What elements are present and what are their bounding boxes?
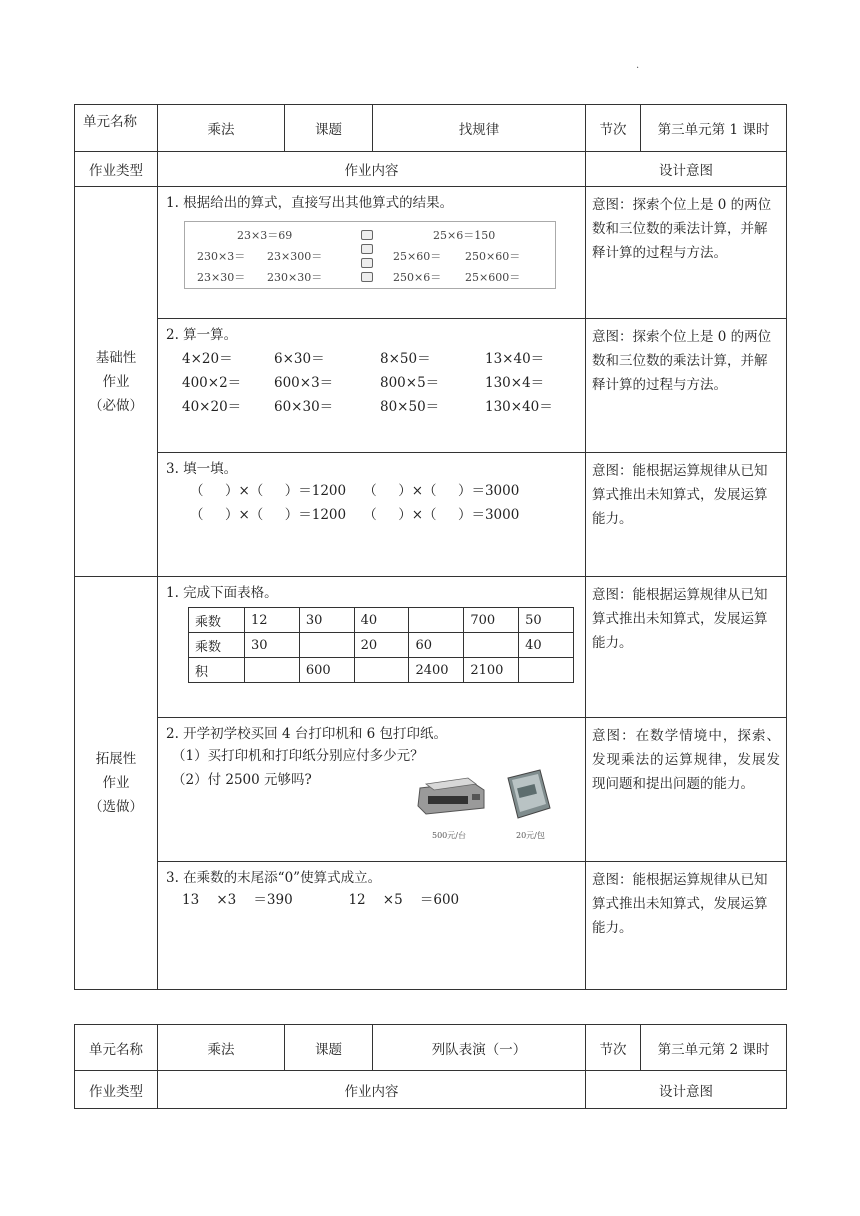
design-intent-header: 设计意图 [586, 152, 787, 187]
unit-label: 单元名称 [75, 1025, 158, 1071]
table-cell: 600 [299, 658, 354, 683]
homework-type-header: 作业类型 [75, 1071, 158, 1109]
basic-q2 [158, 319, 586, 453]
calc-item: 25×600＝ [465, 271, 521, 284]
extended-q2 [158, 718, 586, 862]
binder-ring-icon [361, 258, 373, 268]
extended-category-line1: 拓展性 [95, 751, 137, 767]
lesson1-table [74, 104, 787, 990]
section-label: 节次 [586, 105, 641, 152]
table-cell: 乘数 [189, 633, 245, 658]
extended-q1 [158, 577, 586, 718]
table-cell: 30 [245, 633, 300, 658]
extended-q2-sub1: （1）买打印机和打印纸分别应付多少元？ [172, 748, 424, 764]
table-cell [245, 658, 300, 683]
basic-category-line3: （必做） [89, 397, 143, 414]
table-cell: 20 [354, 633, 409, 658]
exercise-item: 400×2＝ [182, 375, 242, 391]
binder-ring-icon [361, 244, 373, 254]
homework-content-header: 作业内容 [158, 1071, 586, 1109]
table-cell [464, 633, 519, 658]
homework-type-header: 作业类型 [75, 152, 158, 187]
exercise-item: 130×4＝ [485, 375, 545, 391]
table-cell: 60 [409, 633, 464, 658]
exercise-item: 60×30＝ [274, 399, 334, 415]
exercise-item: 800×5＝ [380, 375, 440, 391]
extended-q2-sub2: （2）付 2500 元够吗? [172, 772, 312, 788]
topic-value: 找规律 [373, 105, 586, 152]
paper-price-caption: 20元/包 [516, 831, 545, 840]
extended-q3 [158, 862, 586, 990]
exercise-item: 13×40＝ [485, 351, 545, 367]
table-cell: 2100 [464, 658, 519, 683]
printer-image [414, 770, 488, 816]
basic-q3-title: 3. 填一填。 [166, 461, 238, 477]
unit-label: 单元名称 [75, 105, 158, 152]
printer-price-caption: 500元/台 [432, 831, 466, 840]
section-value: 第三单元第 2 课时 [641, 1025, 787, 1071]
table-cell [354, 658, 409, 683]
calc-item: 250×60＝ [465, 250, 521, 263]
basic-category-line2: 作业 [102, 373, 130, 390]
table-cell [409, 608, 464, 633]
extended-category [75, 577, 158, 990]
exercise-item: 40×20＝ [182, 399, 242, 415]
topic-label: 课题 [285, 1025, 373, 1071]
fill-blank-line: （ ）×（ ）＝1200 （ ）×（ ）＝3000 [190, 483, 520, 499]
section-label: 节次 [586, 1025, 641, 1071]
table-cell: 2400 [409, 658, 464, 683]
basic-q3-intent: 意图：能根据运算规律从已知算式推出未知算式，发展运算能力。 [586, 453, 787, 577]
basic-q1-intent: 意图：探索个位上是 0 的两位数和三位数的乘法计算，并解释计算的过程与方法。 [586, 187, 787, 319]
basic-q3 [158, 453, 586, 577]
basic-category-line1: 基础性 [95, 349, 137, 366]
topic-value: 列队表演（一） [373, 1025, 586, 1071]
page-dot: . [636, 60, 640, 71]
table-cell: 乘数 [189, 608, 245, 633]
extended-q3-title: 3. 在乘数的末尾添“0”使算式成立。 [166, 870, 382, 886]
extended-q2-title: 2. 开学初学校买回 4 台打印机和 6 包打印纸。 [166, 726, 448, 742]
design-intent-header: 设计意图 [586, 1071, 787, 1109]
extended-q2-body [166, 768, 577, 848]
calc-item: 230×30＝ [267, 271, 323, 284]
table-cell: 40 [354, 608, 409, 633]
extended-category-line3: （选做） [89, 799, 143, 815]
binder-ring-icon [361, 230, 373, 240]
extended-category-line2: 作业 [102, 775, 130, 791]
calc-given-right: 25×6＝150 [433, 229, 496, 242]
calc-item: 23×30＝ [197, 271, 246, 284]
calc-item: 25×60＝ [393, 250, 442, 263]
exercise-item: 130×40＝ [485, 399, 553, 415]
table-cell [299, 633, 354, 658]
table-row [189, 658, 574, 683]
extended-q1-intent: 意图：能根据运算规律从已知算式推出未知算式，发展运算能力。 [586, 577, 787, 718]
extended-q3-equation: 13 ×3 ＝390 12 ×5 ＝600 [182, 892, 460, 908]
table-cell: 40 [519, 633, 574, 658]
section-value: 第三单元第 1 课时 [641, 105, 787, 152]
basic-q2-exercises [182, 349, 577, 417]
calc-item: 230×3＝ [197, 250, 246, 263]
calc-item: 250×6＝ [393, 271, 442, 284]
table-cell: 700 [464, 608, 519, 633]
basic-q2-title: 2. 算一算。 [166, 327, 238, 343]
table-row [189, 608, 574, 633]
paper-pack-image [504, 768, 552, 820]
basic-q1-calc-card [184, 221, 556, 289]
exercise-item: 600×3＝ [274, 375, 334, 391]
exercise-item: 80×50＝ [380, 399, 440, 415]
exercise-item: 6×30＝ [274, 351, 325, 367]
calc-given-left: 23×3＝69 [237, 229, 293, 242]
table-cell [519, 658, 574, 683]
basic-q1-title: 1. 根据给出的算式，直接写出其他算式的结果。 [166, 195, 454, 211]
table-row [189, 633, 574, 658]
basic-q1 [158, 187, 586, 319]
topic-label: 课题 [285, 105, 373, 152]
table-cell: 12 [245, 608, 300, 633]
binder-ring-icon [361, 272, 373, 282]
exercise-item: 4×20＝ [182, 351, 233, 367]
unit-value: 乘法 [158, 1025, 285, 1071]
homework-content-header: 作业内容 [158, 152, 586, 187]
basic-q2-intent: 意图：探索个位上是 0 的两位数和三位数的乘法计算，并解释计算的过程与方法。 [586, 319, 787, 453]
extended-q1-title: 1. 完成下面表格。 [166, 585, 278, 601]
table-cell: 30 [299, 608, 354, 633]
basic-category [75, 187, 158, 577]
table-cell: 积 [189, 658, 245, 683]
multiplication-table [188, 607, 574, 683]
calc-item: 23×300＝ [267, 250, 323, 263]
lesson2-table [74, 1024, 787, 1109]
exercise-item: 8×50＝ [380, 351, 431, 367]
extended-q3-intent: 意图：能根据运算规律从已知算式推出未知算式，发展运算能力。 [586, 862, 787, 990]
extended-q2-intent: 意图：在数学情境中，探索、发现乘法的运算规律，发展发现问题和提出问题的能力。 [586, 718, 787, 862]
table-cell: 50 [519, 608, 574, 633]
unit-value: 乘法 [158, 105, 285, 152]
fill-blank-line: （ ）×（ ）＝1200 （ ）×（ ）＝3000 [190, 507, 520, 523]
